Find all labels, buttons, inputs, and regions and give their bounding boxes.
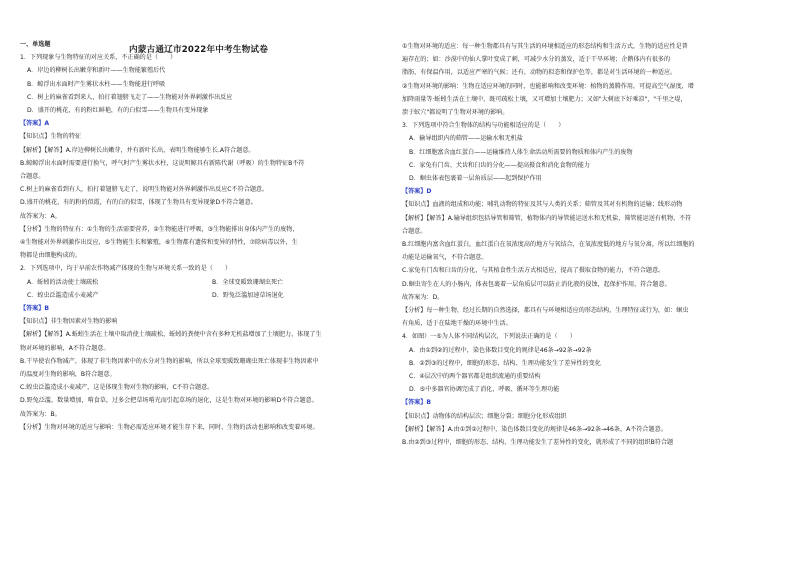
- text-line: D．⑤中多器官协调完成了消化、呼吸、循环等生理功能: [409, 386, 560, 394]
- option-text: B．全球变暖致珊瑚虫死亡: [212, 278, 284, 286]
- text-line: A．岸边的柳树长出嫩芽和新叶——生物能繁殖后代: [27, 67, 166, 75]
- text-line: C.家兔有门齿和臼齿的分化，与其植食性生活方式相适应，提高了摄取食物的能力，不符合题意。: [402, 267, 665, 275]
- text-line: C．树上的麻雀看到来人，拍打着翅膀飞走了——生物能对外界刺激作出反应: [27, 93, 233, 101]
- text-line: 【解析】【解答】A.岸边柳树长出嫩芽，并有新叶长出，表明生物能够生长.A符合题意。: [20, 146, 255, 154]
- text-line: B.由②到③过程中，细胞的形态、结构、生理功能发生了差异性的变化，就形成了不同的组织B符合题: [402, 439, 674, 447]
- text-line: 物都是由细胞构成的。: [20, 252, 81, 260]
- text-line: 【分析】生物对环境的适应与影响：生物必需适应环境才能生存下来，同时，生物的活动也影响和改变着环境。: [20, 423, 319, 431]
- page-title: 内蒙古通辽市2022年中考生物试卷: [128, 45, 269, 55]
- text-line: 故答案为：B。: [20, 410, 61, 418]
- text-line: 脂肪，有保温作用，以适应严寒的气候；还有，动物的拟态和保护色等，都是对生活环境的一种适应。: [402, 69, 677, 77]
- answer-label: 【答案】B: [402, 399, 432, 407]
- text-line: D．盛开的桃花，有的粉红鲜艳，有的白似雪——生物具有变异现象: [27, 107, 209, 115]
- text-line: 加降雨量等·蚯蚓生活在土壤中，既可疏松土壤，又可增加土壤肥力；又如"大树底下好乘凉"，"千里之堤，: [402, 95, 687, 103]
- text-line: 4．如图）一⑤为人体不同结构层次，下列说法正确的是（ ）: [402, 333, 576, 341]
- text-line: 合题意。: [402, 227, 427, 235]
- text-line: B．②到③的过程中，细胞的形态、结构、生理功能发生了差异性的变化: [409, 359, 601, 367]
- text-line: B.鲸鲸浮出水面时需要进行换气，呼气时产生雾状水柱，这说明鲸具有新陈代谢（呼吸）的生物特征B不符: [20, 159, 305, 167]
- option-text: A．蚯蚓的活动使土壤疏松: [27, 278, 99, 286]
- text-line: 功能是运输氧气，不符合题意。: [402, 254, 488, 262]
- answer-label: 【答案】A: [20, 120, 50, 128]
- text-line: 故答案为：A。: [20, 212, 61, 220]
- text-line: 【解析】【解答】A.由①到②过程中，染色体数目变化的规律是46条→92条→46条，A不符合题意。: [402, 425, 667, 433]
- text-line: 【知识点】生物的特征: [20, 133, 81, 141]
- text-line: 【分析】每一种生物，经过长期的自然选择，都具有与环境相适应的形态结构，生理特征或行为，如：蛔虫: [402, 307, 689, 315]
- text-line: 1．下列现象与生物特征的对应关系，不正确的是（ ）: [20, 54, 177, 62]
- option-row: [20, 289, 400, 302]
- text-line: 3．下列选项中符合生物体的结构与功能相适应的是（ ）: [402, 122, 565, 130]
- text-line: 有角质，适于在陆地干燥的环境中生活。: [402, 320, 512, 328]
- text-line: 的温度对生物的影响，B符合题意。: [20, 371, 116, 379]
- text-line: 【知识点】血液的组成和功能；哺乳动物的特征及其与人类的关系；筛管及其对有机物的运输；线形动物: [402, 201, 683, 209]
- text-line: 【解析】【解答】A.输导组织包括导管和筛管，植物体内的导管能运送水和无机盐，筛管能运送有机物，不符: [402, 214, 692, 222]
- text-line: D.盛开的桃花，有的粉的似霞，有的白的似雪，体现了生物具有变异现象D不符合题意。: [20, 199, 257, 207]
- text-line: B.干旱使农作物减产，体现了非生物因素中的水分对生物的影响，所以全球变暖致珊瑚虫死亡体现非生物因素中: [20, 357, 319, 365]
- right-column: [402, 40, 782, 449]
- text-line: 2．下列选项中，均于早前农作物减产体现的生物与环境关系一致的是（ ）: [20, 265, 232, 273]
- text-line: C．④层次中的两个器官都是组织流通的重要结构: [409, 373, 541, 381]
- text-line: 【知识点】非生物因素对生物的影响: [20, 318, 118, 326]
- answer-label: 【答案】D: [402, 188, 432, 196]
- text-line: 溃于蚁穴"都说明了生物对环境的影响。: [402, 109, 509, 117]
- text-line: B．红细胞富含血红蛋白——运输维持人体生命活动所需要的物质和体内产生的废物: [409, 148, 633, 156]
- text-line: ④生物能对外界刺激作出反应，⑤生物能生长和繁殖，⑥生物都有遗传和变异的特性，⑦除病毒以外，生: [20, 239, 298, 247]
- text-line: 遍存在的；如：沙漠中的仙人掌叶变成了刺，可减少水分的蒸发，适于干旱环境；企鹅体内有很多的: [402, 56, 671, 64]
- text-line: 【解析】【解答】A.蚯蚓生活在土壤中取消使土壤疏松，蚯蚓的粪便中含有多种无机盐增加了土壤肥力，体现了生: [20, 331, 322, 339]
- text-line: 【分析】生物的特征有：①生物的生活需要营养，②生物能进行呼吸，③生物能排出身体内产生的废物，: [20, 225, 299, 233]
- text-line: ②生物对环境的影响：生物在适应环境的同时，也能影响和改变环境：植物的蒸腾作用，可提高空气湿度，增: [402, 82, 694, 90]
- answer-label: 【答案】B: [20, 305, 50, 313]
- text-line: 故答案为：D。: [402, 293, 444, 301]
- text-line: 【知识点】动物体的结构层次；细胞分裂；细胞分化形成组织: [402, 412, 567, 420]
- text-line: D.蛔虫寄生在人的小肠内，体表包裹着一层角质层可以防止消化液的侵蚀，起保护作用，符合题意。: [402, 280, 671, 288]
- text-line: B．鲸浮出水面时产生雾状水柱——生物能进行呼吸: [27, 80, 166, 88]
- left-column: [20, 38, 400, 434]
- text-line: C．家兔有门齿、犬齿和臼齿的分化——提高摄食和消化食物的能力: [409, 161, 590, 169]
- text-line: ①生物对环境的适应：每一种生物都具有与其生活的环境相适应的形态结构和生活方式，生物的适应性是普: [402, 43, 688, 50]
- text-line: A．由①到②的过程中，染色体数目变化的规律是46条→92条→92条: [409, 346, 592, 354]
- text-line: C.蝗虫泛滥造成小麦减产，这是体现生物对生物的影响，C不符合题意。: [20, 384, 214, 392]
- text-line: C.树上的麻雀看到有人，拍打着翅膀飞走了，说明生物能对外界刺激作出反应C不符合题意。: [20, 186, 269, 194]
- text-line: B.红细胞内富含血红蛋白，血红蛋白在氧浓度高的地方与氧结合，在氧浓度低的地方与氧分离，所以红细胞的: [402, 241, 695, 249]
- text-line: 物对环境的影响，A不符合题意。: [20, 344, 110, 352]
- option-row: [20, 276, 400, 289]
- text-line: D.野兔泛滥，数量增加，啃食草，过多会把草场啃光而引起草场的退化，这是生物对环境的影响D不符合题意。: [20, 397, 318, 405]
- text-line: 合题意。: [20, 173, 45, 181]
- option-text: D．野兔泛滥加速草场退化: [212, 291, 284, 299]
- option-text: C．蝗虫泛滥造成小麦减产: [27, 291, 99, 299]
- text-line: D．蛔虫体表包裹着一层角质层——起到保护作用: [409, 175, 542, 183]
- text-line: A．输导组织内的筛管——运输水和无机盐: [409, 135, 523, 143]
- section-heading: 一、单选题: [20, 41, 51, 48]
